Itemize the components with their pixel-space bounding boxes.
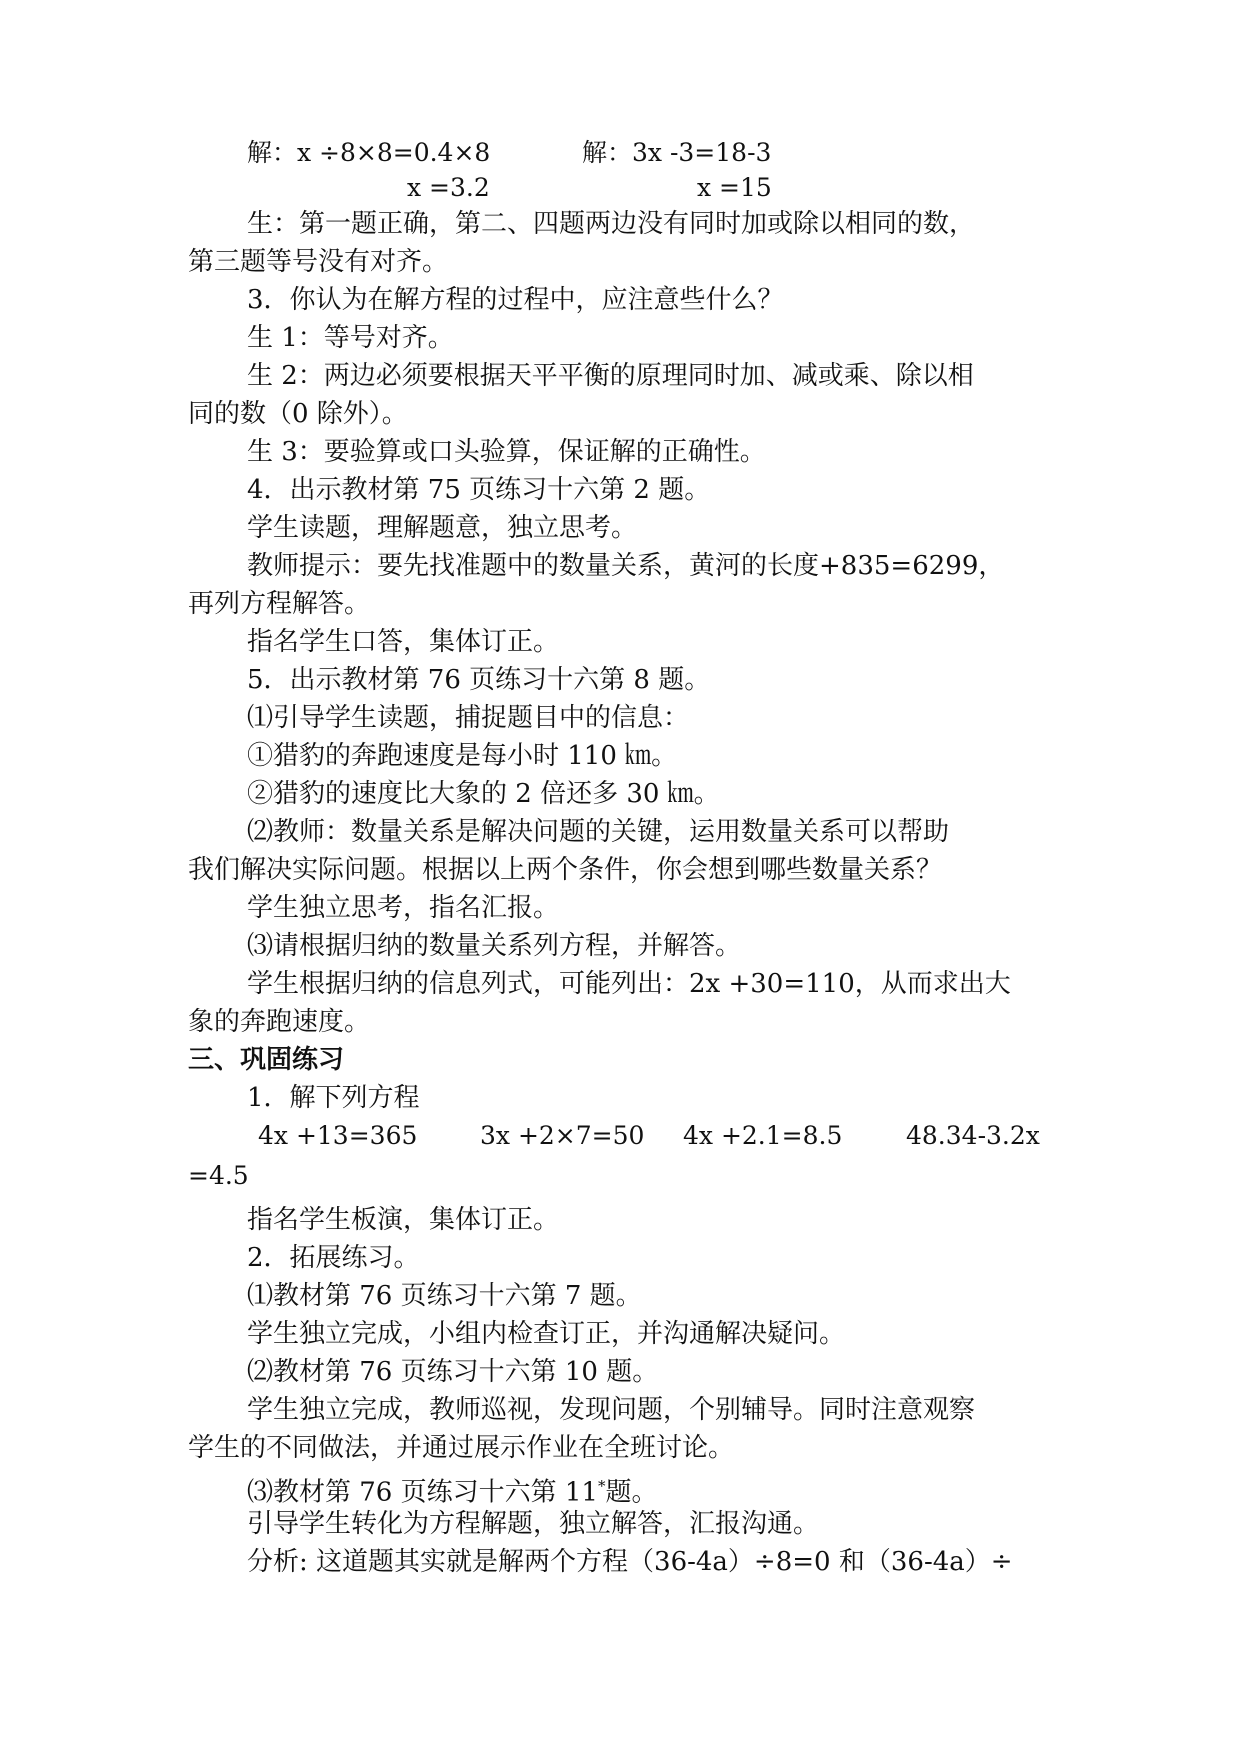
paragraph-line: 生：第一题正确，第二、四题两边没有同时加或除以相同的数， — [247, 209, 976, 239]
paragraph-line: ⑵教材第 76 页练习十六第 10 题。 — [247, 1357, 659, 1387]
paragraph-line: 生 2：两边必须要根据天平平衡的原理同时加、减或乘、除以相 — [247, 361, 974, 391]
paragraph-line: ⑴教材第 76 页练习十六第 7 题。 — [247, 1281, 642, 1311]
paragraph-line: ①猎豹的奔跑速度是每小时 110 ㎞。 — [247, 741, 678, 771]
paragraph-line: 学生独立完成，教师巡视，发现问题，个别辅导。同时注意观察 — [247, 1395, 976, 1425]
paragraph-line: ⑶请根据归纳的数量关系列方程，并解答。 — [247, 931, 742, 961]
equation-left-step1: 解：x ÷8×8=0.4×8 — [247, 138, 491, 167]
equation-left-step2: x =3.2 — [407, 173, 490, 202]
paragraph-line: 第三题等号没有对齐。 — [188, 247, 449, 277]
line-text: ⑶教材第 76 页练习十六第 11 — [247, 1477, 598, 1508]
paragraph-line: ⑵教师：数量关系是解决问题的关键，运用数量关系可以帮助 — [247, 817, 950, 847]
paragraph-line: 2．拓展练习。 — [247, 1243, 420, 1273]
paragraph-line: 指名学生口答，集体订正。 — [247, 627, 560, 657]
paragraph-line: 再列方程解答。 — [188, 589, 371, 619]
paragraph-line: 分析: 这道题其实就是解两个方程（36-4a）÷8=0 和（36-4a）÷ — [247, 1547, 1013, 1577]
paragraph-line: 学生独立思考，指名汇报。 — [247, 893, 560, 923]
paragraph-line: 生 1：等号对齐。 — [247, 323, 454, 353]
exercise-equation: 4x +13=365 — [258, 1121, 418, 1150]
exercise-equation-continued: =4.5 — [188, 1161, 249, 1190]
exercise-equation: 4x +2.1=8.5 — [683, 1121, 843, 1150]
paragraph-line: 学生的不同做法，并通过展示作业在全班讨论。 — [188, 1433, 735, 1463]
paragraph-line: 象的奔跑速度。 — [188, 1007, 371, 1037]
exercise-equation: 48.34-3.2x — [906, 1121, 1040, 1150]
line-text: 题。 — [605, 1477, 658, 1508]
exercise-equation: 3x +2×7=50 — [480, 1121, 645, 1150]
exercise-title: 1．解下列方程 — [247, 1083, 420, 1113]
paragraph-line: 指名学生板演，集体订正。 — [247, 1205, 560, 1235]
paragraph-line: 同的数（0 除外）。 — [188, 399, 408, 429]
paragraph-line: 引导学生转化为方程解题，独立解答，汇报沟通。 — [247, 1509, 820, 1539]
equation-right-step2: x =15 — [697, 173, 772, 202]
paragraph-line: 学生读题，理解题意，独立思考。 — [247, 513, 638, 543]
paragraph-line: ⑴引导学生读题，捕捉题目中的信息： — [247, 703, 690, 733]
paragraph-line: 5．出示教材第 76 页练习十六第 8 题。 — [247, 665, 711, 695]
asterisk-mark: * — [597, 1477, 606, 1495]
paragraph-line: 学生独立完成，小组内检查订正，并沟通解决疑问。 — [247, 1319, 846, 1349]
paragraph-line: 我们解决实际问题。根据以上两个条件，你会想到哪些数量关系？ — [188, 855, 943, 885]
paragraph-line: 生 3：要验算或口头验算，保证解的正确性。 — [247, 437, 766, 467]
paragraph-line: 学生根据归纳的信息列式，可能列出：2x +30=110，从而求出大 — [247, 969, 1011, 999]
paragraph-line: ②猎豹的速度比大象的 2 倍还多 30 ㎞。 — [247, 779, 720, 809]
section-heading: 三、巩固练习 — [188, 1045, 345, 1075]
equation-right-step1: 解：3x -3=18-3 — [582, 138, 772, 167]
paragraph-line: 3．你认为在解方程的过程中，应注意些什么？ — [247, 285, 784, 315]
paragraph-line — [247, 1468, 1127, 1511]
paragraph-line: 4．出示教材第 75 页练习十六第 2 题。 — [247, 475, 711, 505]
paragraph-line: 教师提示：要先找准题中的数量关系，黄河的长度+835=6299， — [247, 551, 1005, 581]
